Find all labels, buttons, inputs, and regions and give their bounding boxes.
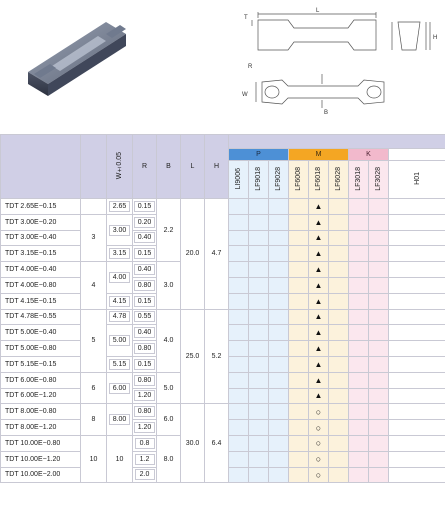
- grade-mark: ▲: [314, 375, 323, 385]
- grade-mark: ○: [315, 422, 322, 433]
- r-cell: 0.15: [133, 293, 157, 309]
- size-cell: 4: [81, 262, 107, 309]
- w-cell: 4.00: [107, 262, 133, 294]
- model-cell: TDT 8.00E−1.20: [1, 420, 81, 436]
- model-cell: TDT 4.78E−0.55: [1, 309, 81, 325]
- grade-lf9028: LF9028: [269, 161, 289, 199]
- grade-group-p: P: [229, 149, 289, 161]
- size-cell: 10: [81, 435, 107, 482]
- grade-h01: H01: [389, 161, 445, 199]
- model-cell: TDT 5.15E−0.15: [1, 356, 81, 372]
- model-cell: TDT 3.00E−0.20: [1, 214, 81, 230]
- grade-lf9018: LF9018: [249, 161, 269, 199]
- insert-photo: [22, 14, 134, 106]
- model-cell: TDT 10.00E−1.20: [1, 451, 81, 467]
- r-cell: 0.55: [133, 309, 157, 325]
- size-cell: [81, 199, 107, 215]
- h-cell: 6.4: [205, 404, 229, 483]
- grade-lf3018: LF3018: [349, 161, 369, 199]
- table-row: [1, 199, 445, 215]
- l-cell: 30.0: [181, 404, 205, 483]
- model-cell: TDT 6.00E−1.20: [1, 388, 81, 404]
- h-cell: 4.7: [205, 199, 229, 310]
- r-cell: 1.20: [133, 420, 157, 436]
- model-cell: TDT 5.00E−0.40: [1, 325, 81, 341]
- w-cell: 5.00: [107, 325, 133, 357]
- grade-li9006: LI9006: [229, 161, 249, 199]
- model-cell: TDT 4.00E−0.40: [1, 262, 81, 278]
- size-cell: 5: [81, 309, 107, 372]
- header-b: B: [157, 135, 181, 199]
- grade-mark: ▲: [314, 312, 323, 322]
- w-cell: 4.15: [107, 293, 133, 309]
- technical-drawing: [236, 4, 441, 116]
- grade-lf6008: LF6008: [289, 161, 309, 199]
- r-cell: 0.80: [133, 341, 157, 357]
- header-r: R: [133, 135, 157, 199]
- grade-mark: ▲: [314, 328, 323, 338]
- label-w: W: [242, 92, 248, 98]
- model-cell: TDT 3.00E−0.40: [1, 230, 81, 246]
- r-cell: 0.40: [133, 325, 157, 341]
- w-cell: 6.00: [107, 372, 133, 404]
- header-w-label: W±0.05: [116, 151, 123, 180]
- model-cell: TDT 4.15E−0.15: [1, 293, 81, 309]
- grade-mark: ▲: [314, 233, 323, 243]
- w-cell: 5.15: [107, 356, 133, 372]
- r-cell: 0.80: [133, 372, 157, 388]
- header-h: H: [205, 135, 229, 199]
- r-cell: 0.15: [133, 356, 157, 372]
- model-cell: TDT 10.00E−0.80: [1, 435, 81, 451]
- table-row: [1, 309, 445, 325]
- grade-mark: ○: [315, 406, 322, 417]
- model-cell: TDT 3.15E−0.15: [1, 246, 81, 262]
- b-cell: 8.0: [157, 435, 181, 482]
- r-cell: 0.20: [133, 214, 157, 230]
- r-cell: 0.15: [133, 246, 157, 262]
- r-cell: 0.40: [133, 262, 157, 278]
- grade-lf6028: LF6028: [329, 161, 349, 199]
- r-cell: 0.40: [133, 230, 157, 246]
- model-cell: TDT 10.00E−2.00: [1, 467, 81, 483]
- label-r: R: [248, 64, 253, 70]
- grade-group-m: M: [289, 149, 349, 161]
- b-cell: 5.0: [157, 372, 181, 404]
- grade-header-bar: [229, 135, 445, 149]
- w-cell: 10: [107, 435, 133, 482]
- b-cell: 2.2: [157, 199, 181, 262]
- model-cell: TDT 4.00E−0.80: [1, 277, 81, 293]
- grade-mark: ○: [315, 454, 322, 465]
- grade-group-k: K: [349, 149, 389, 161]
- h-cell: 5.2: [205, 309, 229, 404]
- spec-table: [0, 134, 445, 483]
- r-cell: 1.2: [133, 451, 157, 467]
- header-w: [107, 135, 133, 199]
- grade-mark: ▲: [314, 265, 323, 275]
- w-cell: 3.00: [107, 214, 133, 246]
- label-l: L: [316, 8, 320, 14]
- r-cell: 0.80: [133, 404, 157, 420]
- grade-mark: ▲: [314, 296, 323, 306]
- grade-mark: ○: [315, 469, 322, 480]
- size-cell: 3: [81, 214, 107, 261]
- header-l: L: [181, 135, 205, 199]
- grade-mark: ▲: [314, 391, 323, 401]
- grade-mark: ▲: [314, 280, 323, 290]
- grade-mark: ▲: [314, 201, 323, 211]
- size-cell: 8: [81, 404, 107, 436]
- b-cell: 6.0: [157, 404, 181, 436]
- model-cell: TDT 6.00E−0.80: [1, 372, 81, 388]
- w-cell: 4.78: [107, 309, 133, 325]
- w-cell: 8.00: [107, 404, 133, 436]
- grade-lf3028: LF3028: [369, 161, 389, 199]
- w-cell: 3.15: [107, 246, 133, 262]
- label-b: B: [324, 110, 329, 116]
- header-model: [1, 135, 81, 199]
- header-size: [81, 135, 107, 199]
- r-cell: 0.80: [133, 277, 157, 293]
- grade-mark: ○: [315, 438, 322, 449]
- grade-mark: ▲: [314, 217, 323, 227]
- model-cell: TDT 5.00E−0.80: [1, 341, 81, 357]
- table-row: [1, 404, 445, 420]
- r-cell: 2.0: [133, 467, 157, 483]
- l-cell: 20.0: [181, 199, 205, 310]
- grade-lf6018: LF6018: [309, 161, 329, 199]
- grade-mark: ▲: [314, 359, 323, 369]
- w-cell: 2.65: [107, 199, 133, 215]
- size-cell: 6: [81, 372, 107, 404]
- grade-mark: ▲: [314, 344, 323, 354]
- grade-group-blank: [389, 149, 445, 161]
- model-cell: TDT 2.65E−0.15: [1, 199, 81, 215]
- r-cell: 0.15: [133, 199, 157, 215]
- b-cell: 3.0: [157, 262, 181, 309]
- r-cell: 0.8: [133, 435, 157, 451]
- grade-mark: ▲: [314, 249, 323, 259]
- label-t: T: [244, 15, 248, 21]
- r-cell: 1.20: [133, 388, 157, 404]
- l-cell: 25.0: [181, 309, 205, 404]
- label-h: H: [433, 35, 438, 41]
- b-cell: 4.0: [157, 309, 181, 372]
- model-cell: TDT 8.00E−0.80: [1, 404, 81, 420]
